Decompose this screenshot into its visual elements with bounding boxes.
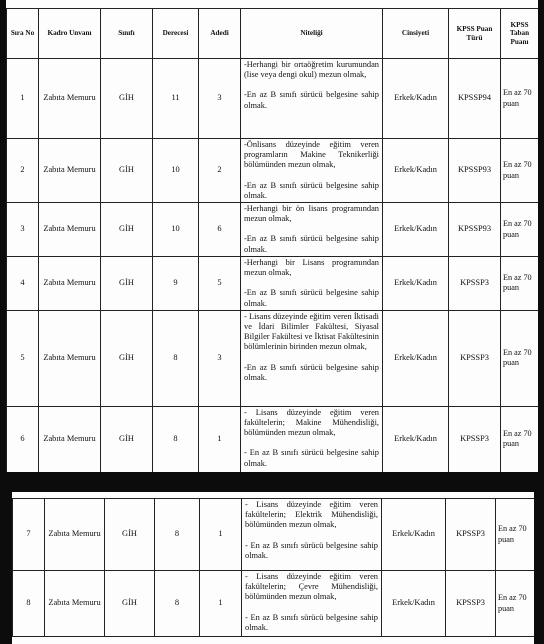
derecesi: 10 [153, 139, 199, 203]
cinsiyeti: Erkek/Kadın [382, 499, 446, 571]
niteligi-cell [242, 571, 382, 637]
kadro-unvani: Zabıta Memuru [39, 139, 101, 203]
kpss-puan-turu: KPSSP3 [446, 571, 496, 637]
header-kpss-turu: KPSS Puan Türü [449, 9, 501, 59]
education-requirement: - Lisans düzeyinde eğitim veren fakültelerin; Elektrik Mühendisliği, bölümünden mezun olmak, [245, 500, 378, 530]
education-requirement: - Lisans düzeyinde eğitim veren fakültelerin; Makine Mühendisliği, bölümünden mezun olmak, [244, 407, 379, 438]
table-row [7, 406, 539, 472]
header-cinsiyeti: Cinsiyeti [383, 9, 449, 59]
cinsiyeti: Erkek/Kadın [383, 406, 449, 472]
kpss-taban-puani: En az 70 puan [501, 59, 539, 139]
license-requirement: - En az B sınıfı sürücü belgesine sahip olmak. [245, 612, 378, 632]
header-sira: Sıra No [7, 9, 39, 59]
row-number: 3 [7, 203, 39, 257]
derecesi: 10 [153, 203, 199, 257]
kpss-puan-turu: KPSSP3 [446, 499, 496, 571]
kpss-puan-turu: KPSSP94 [449, 59, 501, 139]
sinifi: GİH [101, 203, 153, 257]
education-requirement: -Önlisans düzeyinde eğitim veren programların Makine Teknikerliği bölümünden mezun olmak, [244, 140, 379, 170]
adedi: 1 [199, 406, 241, 472]
positions-table [6, 8, 538, 472]
derecesi: 8 [153, 406, 199, 472]
cinsiyeti: Erkek/Kadın [383, 257, 449, 311]
education-requirement: -Herhangi bir ön lisans programından mezun olmak, [244, 204, 379, 224]
adedi: 2 [199, 139, 241, 203]
niteligi-cell [242, 499, 382, 571]
row-number: 2 [7, 139, 39, 203]
sinifi: GİH [105, 571, 155, 637]
license-requirement: -En az B sınıfı sürücü belgesine sahip olmak. [244, 90, 379, 110]
derecesi: 8 [155, 499, 200, 571]
kpss-puan-turu: KPSSP93 [449, 139, 501, 203]
table-row [7, 257, 539, 311]
adedi: 5 [199, 257, 241, 311]
sinifi: GİH [101, 139, 153, 203]
cinsiyeti: Erkek/Kadın [383, 139, 449, 203]
niteligi-cell [241, 257, 383, 311]
table-row [7, 59, 539, 139]
niteligi-cell [241, 203, 383, 257]
header-sinifi: Sınıfı [101, 9, 153, 59]
row-number: 7 [13, 499, 45, 571]
derecesi: 8 [155, 571, 200, 637]
kadro-unvani: Zabıta Memuru [45, 499, 105, 571]
cinsiyeti: Erkek/Kadın [383, 203, 449, 257]
niteligi-cell [241, 310, 383, 406]
sinifi: GİH [101, 59, 153, 139]
row-number: 8 [13, 571, 45, 637]
license-requirement: -En az B sınıfı sürücü belgesine sahip olmak. [244, 362, 379, 382]
header-niteligi: Niteliği [241, 9, 383, 59]
kpss-puan-turu: KPSSP93 [449, 203, 501, 257]
adedi: 3 [199, 310, 241, 406]
kadro-unvani: Zabıta Memuru [45, 571, 105, 637]
kpss-taban-puani: En az 70 puan [501, 203, 539, 257]
kpss-puan-turu: KPSSP3 [449, 257, 501, 311]
kadro-unvani: Zabıta Memuru [39, 310, 101, 406]
adedi: 1 [200, 571, 242, 637]
row-number: 4 [7, 257, 39, 311]
kpss-taban-puani: En az 70 puan [501, 257, 539, 311]
header-row [7, 9, 539, 59]
adedi: 3 [199, 59, 241, 139]
education-requirement: - Lisans düzeyinde eğitim veren İktisadi ve İdari Bilimler Fakültesi, Siyasal Bilgiler Fakültesi ve İktisat Fakültesinin bölümlerinin birinden mezun olmak, [244, 311, 379, 352]
education-requirement: -Herhangi bir Lisans programından mezun olmak, [244, 258, 379, 278]
kpss-taban-puani: En az 70 puan [496, 571, 535, 637]
adedi: 6 [199, 203, 241, 257]
table-row [7, 139, 539, 203]
kpss-taban-puani: En az 70 puan [501, 406, 539, 472]
cinsiyeti: Erkek/Kadın [383, 59, 449, 139]
sinifi: GİH [101, 257, 153, 311]
derecesi: 11 [153, 59, 199, 139]
kadro-unvani: Zabıta Memuru [39, 203, 101, 257]
header-derecesi: Derecesi [153, 9, 199, 59]
kpss-taban-puani: En az 70 puan [496, 499, 535, 571]
adedi: 1 [200, 499, 242, 571]
license-requirement: -En az B sınıfı sürücü belgesine sahip olmak. [244, 180, 379, 200]
kpss-puan-turu: KPSSP3 [449, 406, 501, 472]
sinifi: GİH [105, 499, 155, 571]
sinifi: GİH [101, 406, 153, 472]
header-adedi: Adedi [199, 9, 241, 59]
document-page-2 [12, 492, 534, 644]
header-kadro: Kadro Unvanı [39, 9, 101, 59]
license-requirement: - En az B sınıfı sürücü belgesine sahip olmak. [244, 448, 379, 468]
education-requirement: -Herhangi bir ortaöğretim kurumundan (lise veya dengi okul) mezun olmak, [244, 60, 379, 80]
niteligi-cell [241, 406, 383, 472]
table-row [13, 499, 535, 571]
kpss-taban-puani: En az 70 puan [501, 310, 539, 406]
kadro-unvani: Zabıta Memuru [39, 257, 101, 311]
kpss-taban-puani: En az 70 puan [501, 139, 539, 203]
license-requirement: -En az B sınıfı sürücü belgesine sahip olmak. [244, 234, 379, 254]
document-page-1 [6, 0, 538, 472]
license-requirement: - En az B sınıfı sürücü belgesine sahip olmak. [245, 540, 378, 560]
education-requirement: - Lisans düzeyinde eğitim veren fakültelerin; Çevre Mühendisliği, bölümünden mezun olmak, [245, 572, 378, 602]
header-kpss-taban: KPSS Taban Puanı [501, 9, 539, 59]
derecesi: 8 [153, 310, 199, 406]
sinifi: GİH [101, 310, 153, 406]
table-row [7, 203, 539, 257]
kpss-puan-turu: KPSSP3 [449, 310, 501, 406]
row-number: 6 [7, 406, 39, 472]
table-row [13, 571, 535, 637]
kadro-unvani: Zabıta Memuru [39, 406, 101, 472]
positions-table-continued [12, 498, 534, 637]
cinsiyeti: Erkek/Kadın [383, 310, 449, 406]
derecesi: 9 [153, 257, 199, 311]
row-number: 5 [7, 310, 39, 406]
table-row [7, 310, 539, 406]
row-number: 1 [7, 59, 39, 139]
kadro-unvani: Zabıta Memuru [39, 59, 101, 139]
niteligi-cell [241, 59, 383, 139]
license-requirement: -En az B sınıfı sürücü belgesine sahip olmak. [244, 288, 379, 308]
cinsiyeti: Erkek/Kadın [382, 571, 446, 637]
niteligi-cell [241, 139, 383, 203]
